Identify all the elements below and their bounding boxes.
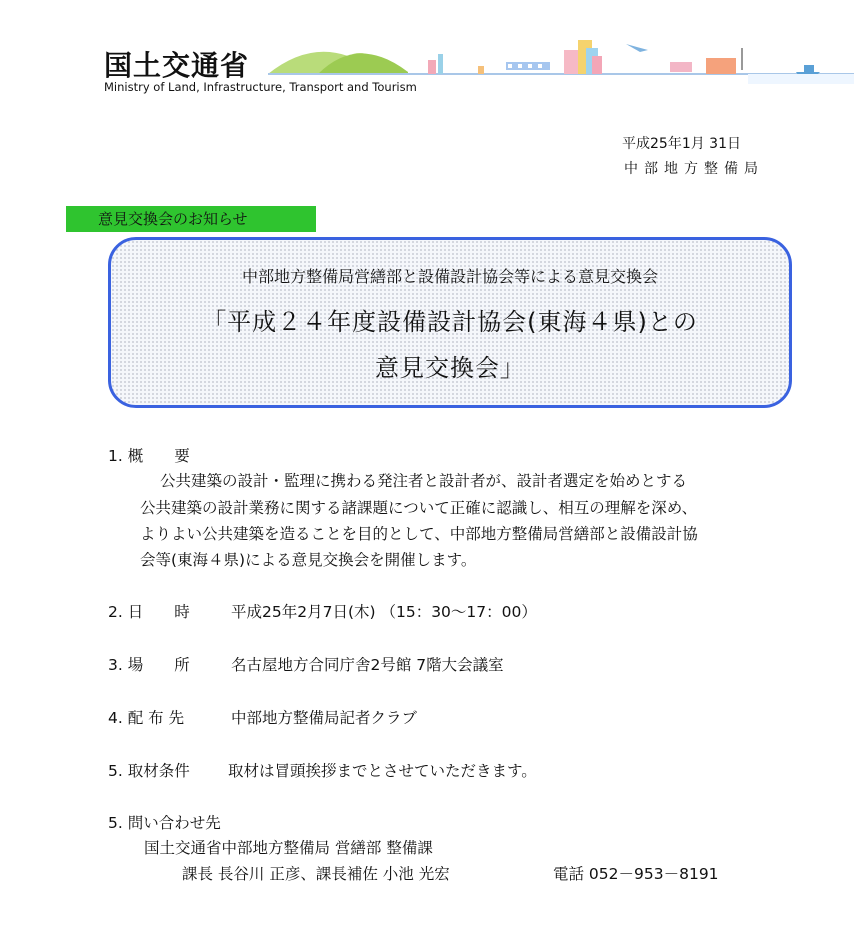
notice-label: 意見交換会のお知らせ [66, 206, 316, 232]
contact-persons: 課長 長谷川 正彦、課長補佐 小池 光宏 [182, 865, 450, 883]
distribution-value: 中部地方整備局記者クラブ [231, 709, 418, 727]
contact-department: 国土交通省中部地方整備局 営繕部 整備課 [144, 839, 433, 857]
title-main-line1: 「平成２４年度設備設計協会(東海４県)との [202, 308, 698, 336]
coverage-value: 取材は冒頭挨拶までとさせていただきます。 [228, 762, 537, 780]
ministry-logo-title: 国土交通省 [104, 49, 250, 82]
place-label: 3. 場 所 [108, 656, 190, 674]
overview-body-line: よりよい公共建築を造ることを目的として、中部地方整備局営繕部と設備設計協 [140, 525, 698, 543]
title-box [108, 237, 792, 408]
contact-label: 5. 問い合わせ先 [108, 814, 221, 832]
overview-body-line: 公共建築の設計業務に関する諸課題について正確に認識し、相互の理解を深め、 [140, 499, 698, 517]
issuing-organization: 中部地方整備局 [624, 161, 764, 177]
overview-body-line: 公共建築の設計・監理に携わる発注者と設計者が、設計者選定を始めとする [160, 472, 688, 490]
ministry-logo-subtitle: Ministry of Land, Infrastructure, Transport and Tourism [104, 80, 417, 94]
overview-label: 1. 概 要 [108, 447, 190, 465]
issue-date: 平成25年1月 31日 [622, 136, 741, 152]
distribution-label: 4. 配 布 先 [108, 709, 185, 727]
ministry-banner-illustration [268, 34, 854, 84]
datetime-label: 2. 日 時 [108, 603, 190, 621]
datetime-value: 平成25年2月7日(木) （15：30～17：00） [231, 603, 537, 621]
overview-body-line: 会等(東海４県)による意見交換会を開催します。 [140, 551, 477, 569]
place-value: 名古屋地方合同庁舎2号館 7階大会議室 [231, 656, 504, 674]
contact-phone: 電話 052－953－8191 [553, 865, 719, 883]
coverage-label: 5. 取材条件 [108, 762, 190, 780]
title-main-line2: 意見交換会」 [375, 354, 525, 382]
title-subtitle: 中部地方整備局営繕部と設備設計協会等による意見交換会 [241, 267, 658, 286]
